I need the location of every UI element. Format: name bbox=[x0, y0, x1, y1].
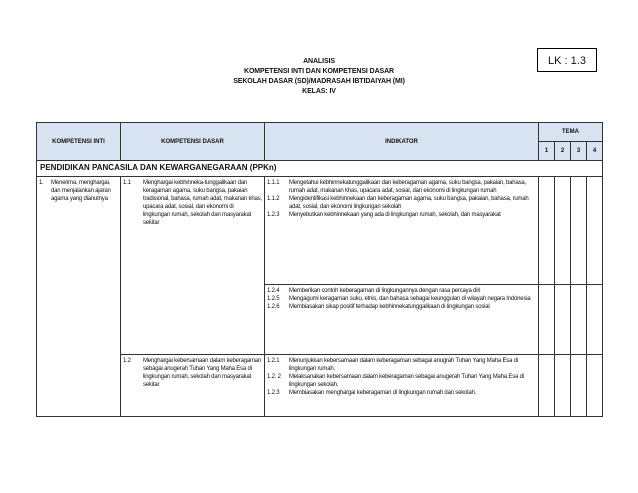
header-kompetensi-dasar: KOMPETENSI DASAR bbox=[121, 123, 265, 161]
header-indikator: INDIKATOR bbox=[265, 123, 539, 161]
tema-number-3: 3 bbox=[571, 142, 587, 161]
indicator-text: Membiasakan menghargai keberagaman di lingkungan rumah dan sekolah. bbox=[289, 390, 477, 396]
indicator-number: 1.2.4 bbox=[267, 288, 280, 294]
tema-cell bbox=[539, 285, 555, 355]
tema-cell bbox=[539, 355, 555, 417]
tema-cell bbox=[571, 355, 587, 417]
indicator-text: Mengetahui kebhinnekatunggalikaan dan keberagaman agama, suku bangsa, pakaian, bahasa, rumah adat, makanan khas, upacara adat, sosial, dan ekonomi di lingkungan rumah bbox=[289, 180, 526, 194]
tema-number-4: 4 bbox=[587, 142, 603, 161]
indicator-text: Membiasakan sikap positif terhadap kebhinnekatunggalikaan di lingkungan sosial bbox=[289, 304, 490, 310]
indicator-number: 1.1.1 bbox=[267, 180, 280, 186]
kd-cell-2 bbox=[121, 355, 265, 417]
tema-cell bbox=[555, 177, 571, 285]
indicator-text: Menyebutkan kebhinnekaan yang ada di lingkungan rumah, sekolah, dan masyarakat bbox=[289, 212, 501, 218]
indicator-cell-3 bbox=[265, 355, 539, 417]
indicator-text: Mengidentifikasi kebhinnekaan dan keberagaman agama, suku bangsa, pakaian, bahasa, rumah adat, sosial, dan ekonomi lingkungan sekolah bbox=[289, 196, 529, 210]
indicator-number: 1.2.6 bbox=[267, 304, 280, 310]
title-line-4: KELAS: IV bbox=[302, 88, 336, 95]
tema-cell bbox=[587, 177, 603, 285]
kd-number: 1.1 bbox=[123, 180, 131, 186]
analysis-table bbox=[36, 122, 603, 417]
tema-cell bbox=[587, 355, 603, 417]
table-row bbox=[37, 355, 603, 417]
kd-number: 1.2 bbox=[123, 358, 131, 364]
indicator-text: Melaksanakan kebersamaan dalam keberagaman sebagai anugerah Tuhan Yang Maha Esa di lingkungan sekolah. bbox=[289, 374, 524, 388]
header-kompetensi-inti: KOMPETENSI INTI bbox=[37, 123, 121, 161]
header-tema: TEMA bbox=[539, 123, 603, 142]
tema-cell bbox=[555, 355, 571, 417]
title-line-1: ANALISIS bbox=[303, 58, 335, 65]
lk-code-box: LK : 1.3 bbox=[537, 48, 597, 72]
indicator-number: 1.2.3 bbox=[267, 390, 280, 396]
tema-cell bbox=[539, 177, 555, 285]
indicator-number: 1.2.1 bbox=[267, 358, 280, 364]
indicator-number: 1.2.3 bbox=[267, 212, 280, 218]
indicator-cell-2 bbox=[265, 285, 539, 355]
kd-text: Menghargai kebhinneka-tunggalikaan dan keragaman agama, suku bangsa, pakaian tradisional, bahasa, rumah adat, makanan khas, upacara adat, sosial, dan ekonomi di lingkungan rumah, sekolah dan masyarakat sekitar bbox=[143, 180, 262, 226]
tema-number-1: 1 bbox=[539, 142, 555, 161]
indicator-text: Menunjukkan kebersamaan dalam keberagaman sebagai anugrah Tuhan Yang Maha Esa di lingkungan rumah. bbox=[289, 358, 518, 372]
indicator-text: Mengagumi keragaman suku, etnis, dan bahasa sebagai keunggulan di wilayah negara Indonesia bbox=[289, 296, 531, 302]
tema-cell bbox=[571, 285, 587, 355]
table-row bbox=[37, 177, 603, 285]
ki-cell bbox=[37, 177, 121, 417]
indicator-number: 1.1.2 bbox=[267, 196, 280, 202]
title-line-3: SEKOLAH DASAR (SD)/MADRASAH IBTIDAIYAH (MI) bbox=[233, 78, 405, 85]
ki-text: Menerima, menghargai, dan menjalankan ajaran agama yang dianutnya bbox=[51, 180, 111, 202]
section-title: PENDIDIKAN PANCASILA DAN KEWARGANEGARAAN (PPKn) bbox=[37, 161, 603, 177]
indicator-cell-1 bbox=[265, 177, 539, 285]
indicator-number: 1.2.5 bbox=[267, 296, 280, 302]
tema-cell bbox=[587, 285, 603, 355]
tema-cell bbox=[571, 177, 587, 285]
tema-number-2: 2 bbox=[555, 142, 571, 161]
kd-cell-1 bbox=[121, 177, 265, 355]
tema-cell bbox=[555, 285, 571, 355]
kd-text: Menghargai kebersamaan dalam keberagaman sebagai anugerah Tuhan Yang Maha Esa di lingkungan rumah, sekolah dan masyarakat sekitar bbox=[143, 358, 262, 388]
indicator-text: Memberikan contoh keberagaman di lingkungannya dengan rasa percaya diri bbox=[289, 288, 481, 294]
document-title bbox=[0, 57, 638, 97]
title-line-2: KOMPETENSI INTI DAN KOMPETENSI DASAR bbox=[243, 68, 395, 75]
indicator-number: 1.2. 2 bbox=[267, 374, 281, 380]
ki-number: 1. bbox=[39, 180, 44, 186]
